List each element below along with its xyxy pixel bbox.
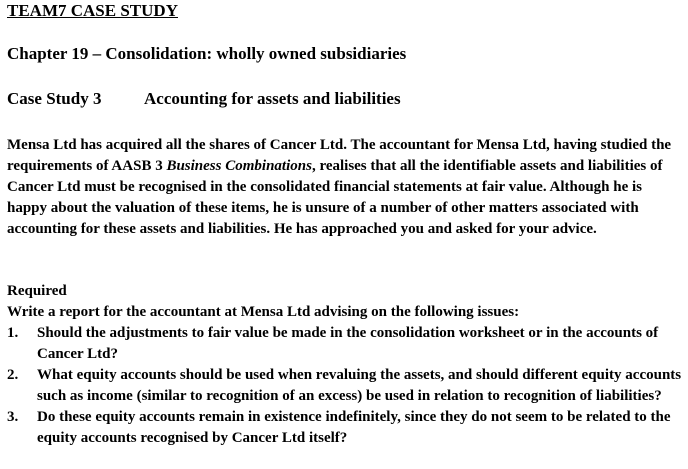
document-title: TEAM7 CASE STUDY xyxy=(7,1,178,20)
question-item xyxy=(7,407,682,449)
case-study-name: Accounting for assets and liabilities xyxy=(144,89,401,108)
question-number: 1. xyxy=(7,325,19,341)
question-item xyxy=(7,365,682,407)
intro-paragraph xyxy=(7,135,681,240)
question-text: What equity accounts should be used when revaluing the assets, and should different equity accounts such as income (similar to recognition of an excess) be used in relation to recognition of liabilities? xyxy=(37,367,682,404)
chapter-heading: Chapter 19 – Consolidation: wholly owned subsidiaries xyxy=(7,44,407,63)
question-number: 2. xyxy=(7,367,19,383)
case-study-label: Case Study 3 xyxy=(7,89,102,108)
intro-text-part1: Mensa Ltd has acquired all the shares of Cancer Ltd. The accountant for Mensa Ltd, having studied the requirements of AASB 3 xyxy=(7,137,672,174)
intro-italic-title: Business Combinations xyxy=(166,158,312,174)
case-study-heading xyxy=(7,89,401,109)
question-text: Should the adjustments to fair value be made in the consolidation worksheet or in the accounts of Cancer Ltd? xyxy=(37,325,659,362)
question-list xyxy=(7,323,682,449)
question-text: Do these equity accounts remain in existence indefinitely, since they do not seem to be related to the equity accounts recognised by Cancer Ltd itself? xyxy=(37,409,671,446)
intro-text-part2: , realises that all the identifiable assets and liabilities of Cancer Ltd must be recognised in the consolidated financial statements at fair value. Although he is happy about the valuation of these items, he is unsure of a number of other matters associated with accounting for these assets and liabilities. He has approached you and asked for your advice. xyxy=(7,158,663,237)
required-heading: Required xyxy=(7,283,67,299)
question-item xyxy=(7,323,682,365)
question-number: 3. xyxy=(7,409,19,425)
required-instruction: Write a report for the accountant at Mensa Ltd advising on the following issues: xyxy=(7,304,520,320)
